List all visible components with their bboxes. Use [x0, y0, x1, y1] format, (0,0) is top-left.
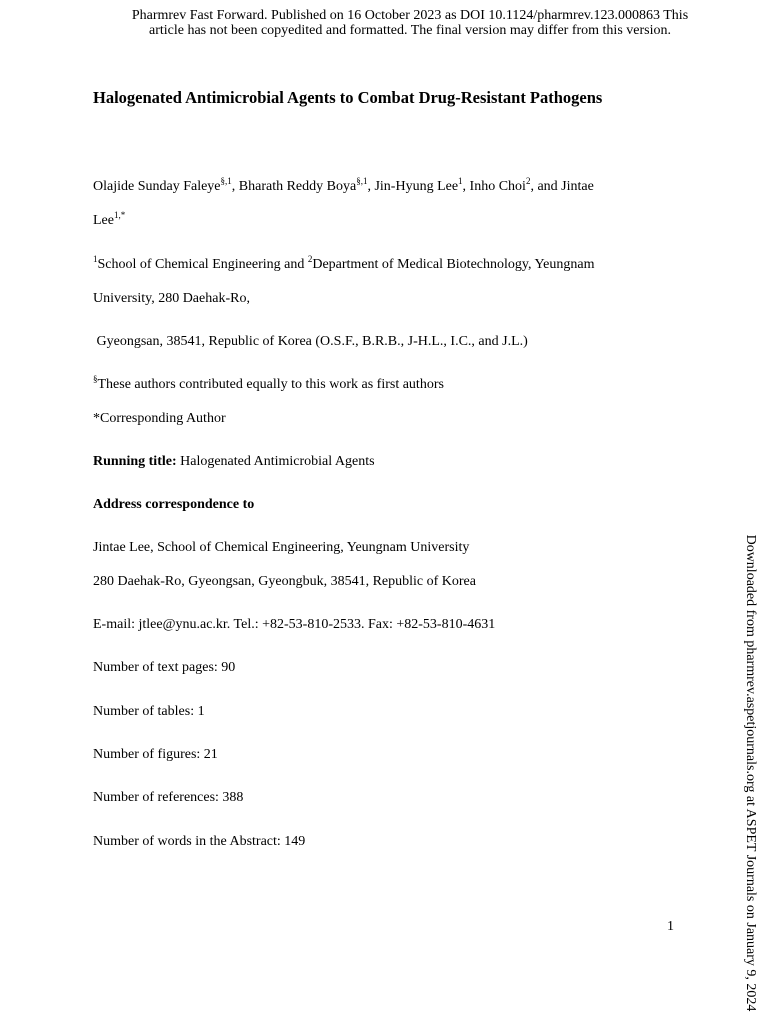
equal-contribution-marker: §: [93, 374, 98, 384]
affiliation-chemical-engineering: School of Chemical Engineering and: [97, 257, 308, 272]
corresponding-author-note: *Corresponding Author: [93, 411, 226, 426]
running-title-label: Running title:: [93, 454, 177, 469]
author-boya-affiliation: §,1: [356, 176, 368, 186]
banner-line-1: Pharmrev Fast Forward. Published on 16 October 2023 as DOI 10.1124/pharmrev.123.000863 This: [131, 8, 689, 23]
author-choi: Inho Choi: [469, 179, 526, 194]
equal-contribution-note: [93, 376, 444, 394]
author-jh-lee-affiliation: 1: [458, 176, 463, 186]
author-faleye-affiliation: §,1: [220, 176, 232, 186]
equal-contribution-text: These authors contributed equally to this work as first authors: [97, 377, 444, 392]
author-separator: ,: [462, 179, 470, 194]
page-number: 1: [667, 919, 674, 934]
count-tables: Number of tables: 1: [93, 704, 205, 719]
count-references: Number of references: 388: [93, 790, 244, 805]
affiliation-marker-1: 1: [93, 254, 98, 264]
authors-line-2: [93, 212, 125, 230]
running-title-value: Halogenated Antimicrobial Agents: [176, 454, 375, 469]
affiliation-biotechnology: Department of Medical Biotechnology, Yeungnam: [312, 257, 595, 272]
author-boya: Bharath Reddy Boya: [238, 179, 357, 194]
paper-title: Halogenated Antimicrobial Agents to Combat Drug-Resistant Pathogens: [93, 88, 603, 107]
author-separator: , and Jintae: [530, 179, 594, 194]
running-title: [93, 453, 375, 471]
affiliation-line-3: Gyeongsan, 38541, Republic of Korea (O.S.F., B.R.B., J-H.L., I.C., and J.L.): [93, 334, 528, 349]
count-figures: Number of figures: 21: [93, 747, 218, 762]
address-line-1: Jintae Lee, School of Chemical Engineering, Yeungnam University: [93, 540, 470, 555]
author-choi-affiliation: 2: [525, 176, 531, 186]
contact-line: E-mail: jtlee@ynu.ac.kr. Tel.: +82-53-810-2533. Fax: +82-53-810-4631: [93, 617, 496, 632]
authors-line-1: [93, 178, 594, 196]
address-line-2: 280 Daehak-Ro, Gyeongsan, Gyeongbuk, 38541, Republic of Korea: [93, 574, 476, 589]
author-separator: ,: [367, 179, 375, 194]
author-faleye: Olajide Sunday Faleye: [93, 179, 221, 194]
download-watermark: Downloaded from pharmrev.aspetjournals.org at ASPET Journals on January 9, 2024: [743, 534, 758, 1012]
author-jh-lee: Jin-Hyung Lee: [374, 179, 459, 194]
affiliation-marker-2: 2: [307, 254, 313, 264]
count-abstract-words: Number of words in the Abstract: 149: [93, 834, 306, 849]
author-jintae-lee-affiliation: 1,*: [113, 210, 126, 220]
author-separator: ,: [231, 179, 239, 194]
fast-forward-banner: [80, 8, 740, 38]
banner-line-2: article has not been copyedited and formatted. The final version may differ from this version.: [149, 23, 671, 38]
address-heading: Address correspondence to: [93, 497, 255, 512]
count-text-pages: Number of text pages: 90: [93, 660, 236, 675]
author-jintae-lee: Lee: [93, 213, 114, 228]
affiliation-line-2: University, 280 Daehak-Ro,: [93, 291, 250, 306]
affiliation-line-1: [93, 256, 595, 274]
